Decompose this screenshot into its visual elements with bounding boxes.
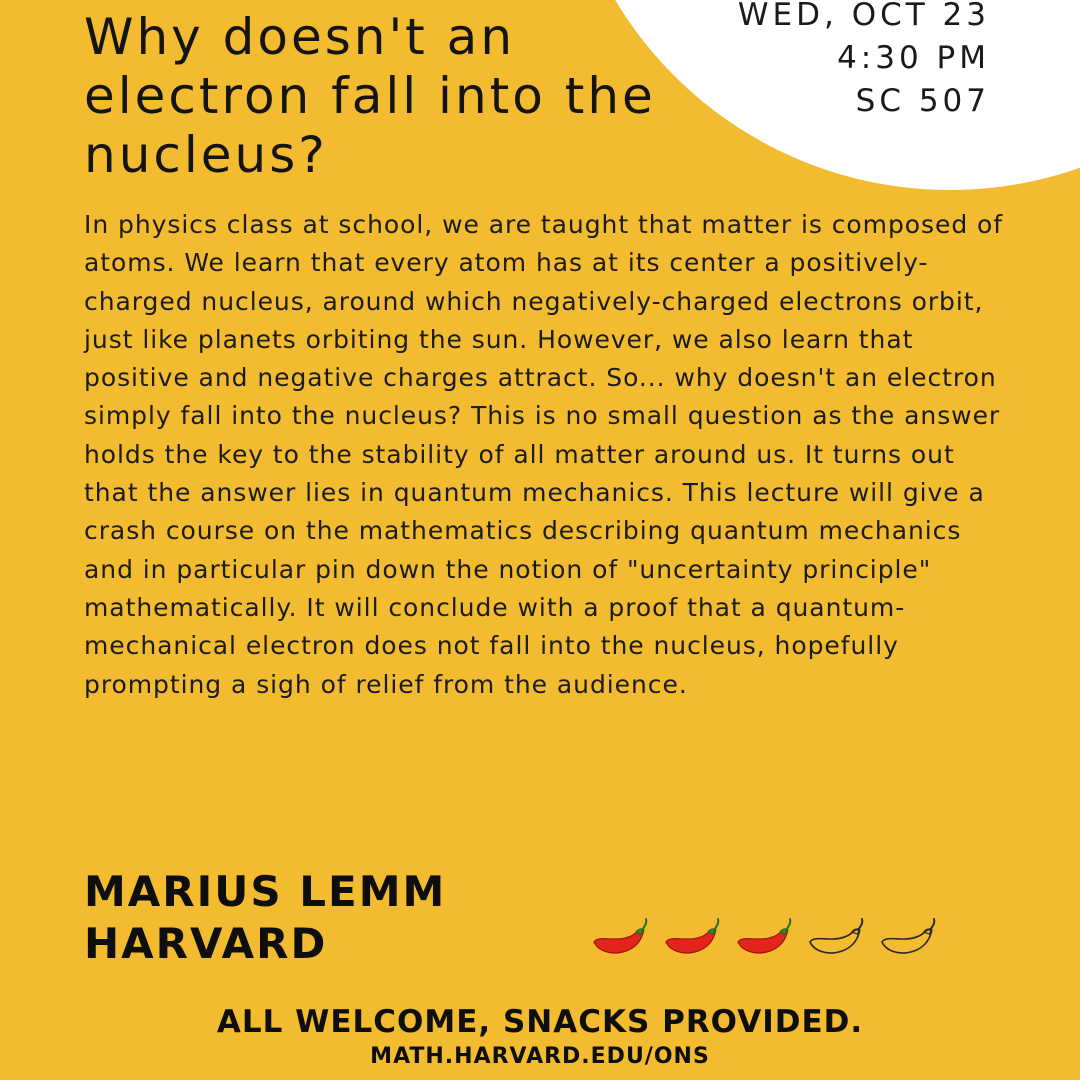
speaker-name: MARIUS LEMM [84,867,447,916]
chili-pepper-icon [660,918,722,966]
footer-welcome: ALL WELCOME, SNACKS PROVIDED. [216,1004,864,1040]
talk-abstract: In physics class at school, we are taught that matter is composed of atoms. We learn that every atom has at its center a positively-charged nucleus, around which negatively-charged electrons orbit, just like planets orbiting the sun. However, we also learn that positive and negative charges attract. So... why doesn't an electron simply fall into the nucleus? This is no small question as the answer holds the key to the stability of all matter around us. It turns out that the answer lies in quantum mechanics. This lecture will give a crash course on the mathematics describing quantum mechanics and in particular pin down the notion of "uncertainty principle" mathematically. It will conclude with a proof that a quantum-mechanical electron does not fall into the nucleus, hopefully prompting a sigh of relief from the audience. [84,210,1004,699]
event-date: WED, OCT 23 [737,0,990,33]
speaker-affiliation: HARVARD [84,919,328,968]
chili-pepper-icon [588,918,650,966]
difficulty-rating [588,918,938,966]
event-location: SC 507 [855,83,990,119]
chili-pepper-icon [804,918,866,966]
chili-pepper-icon [876,918,938,966]
event-info [738,0,990,123]
talk-title: Why doesn't an electron fall into the nucleus? [84,8,656,184]
event-time: 4:30 PM [837,40,990,76]
footer-url: MATH.HARVARD.EDU/ONS [370,1044,710,1069]
chili-pepper-icon [732,918,794,966]
speaker [84,866,446,970]
